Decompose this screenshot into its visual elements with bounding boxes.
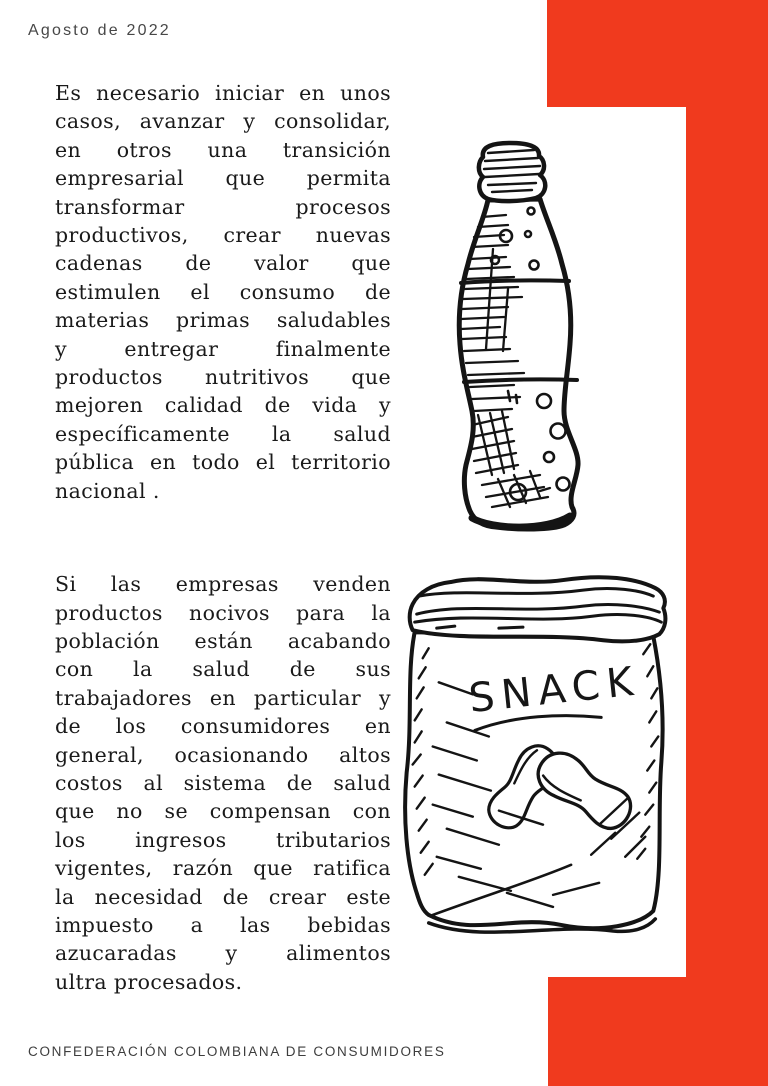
paragraph-empresas-productos-nocivos (55, 570, 391, 996)
footer-organization: CONFEDERACIÓN COLOMBIANA DE CONSUMIDORES (28, 1044, 446, 1059)
text-line: azucaradas y alimentos (55, 941, 391, 966)
bottle-cap (479, 143, 545, 201)
text-line: impuesto a las bebidas (55, 912, 391, 937)
page-date: Agosto de 2022 (28, 22, 171, 39)
text-line: cadenas de valor que (55, 251, 391, 276)
text-line: estimulen el consumo de (55, 279, 391, 304)
text-line: específicamente la salud (55, 421, 391, 446)
text-line: general, ocasionando altos (55, 742, 391, 767)
paragraph-transicion-empresarial (55, 79, 391, 505)
text-line: nacional . (55, 478, 160, 503)
text-line: ultra procesados. (55, 969, 243, 994)
text-line: productos nutritivos que (55, 365, 391, 390)
snack-bag-icon (402, 562, 676, 940)
text-line: transformar procesos (55, 194, 391, 219)
text-line: casos, avanzar y consolidar, (55, 109, 391, 134)
red-accent-top-block (547, 0, 768, 107)
text-line: en otros una transición (55, 137, 391, 162)
text-line: empresarial que permita (55, 166, 391, 191)
snack-bag-label: SNACK (466, 658, 643, 723)
text-line: pública en todo el territorio (55, 450, 391, 475)
text-line: de los consumidores en (55, 714, 391, 739)
article-text (55, 79, 391, 996)
red-accent-column (686, 0, 768, 1086)
text-line: mejoren calidad de vida y (55, 393, 391, 418)
red-accent-bottom-block (548, 977, 768, 1086)
text-line: productivos, crear nuevas (55, 223, 391, 248)
text-line: población están acabando (55, 628, 391, 653)
text-line: trabajadores en particular y (55, 685, 391, 710)
text-line: materias primas saludables (55, 308, 391, 333)
text-line: productos nocivos para la (55, 600, 391, 625)
text-line: vigentes, razón que ratifica (55, 856, 391, 881)
text-line: los ingresos tributarios (55, 827, 391, 852)
text-line: la necesidad de crear este (55, 884, 391, 909)
soda-bottle-icon (448, 139, 608, 535)
text-line: y entregar finalmente (55, 336, 391, 361)
text-line: Si las empresas venden (55, 572, 391, 597)
text-line: con la salud de sus (55, 657, 391, 682)
text-line: Es necesario iniciar en unos (55, 81, 391, 105)
text-line: costos al sistema de salud (55, 770, 391, 795)
text-line: que no se compensan con (55, 799, 391, 824)
bag-seal (410, 577, 666, 641)
